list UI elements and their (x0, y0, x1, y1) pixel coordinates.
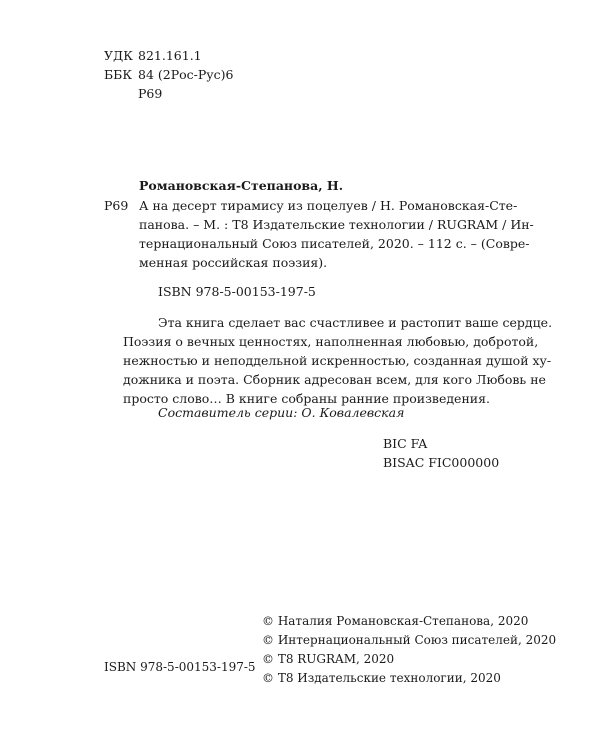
description-line: А на десерт тирамису из поцелуев / Н. Романовская-Сте- (139, 198, 518, 213)
author-code-top: Р69 (138, 86, 163, 101)
author-heading: Романовская-Степанова, Н. (139, 178, 344, 193)
annotation-line: Эта книга сделает вас счастливее и растопит ваше сердце. (158, 315, 553, 330)
description-line: тернациональный Союз писателей, 2020. – 112 с. – (Совре- (139, 236, 530, 251)
description-line: панова. – М. : Т8 Издательские технологии / RUGRAM / Ин- (139, 217, 534, 232)
bibliographic-description (139, 196, 534, 272)
isbn-footer: ISBN 978-5-00153-197-5 (104, 660, 256, 674)
annotation-line: просто слово… В книге собраны ранние произведения. (123, 391, 490, 406)
bbk-label: ББК (104, 67, 133, 82)
annotation-line: дожника и поэта. Сборник адресован всем, для кого Любовь не (123, 372, 546, 387)
annotation-line: Поэзия о вечных ценностях, наполненная любовью, добротой, (123, 334, 539, 349)
udk-value: 821.161.1 (138, 48, 202, 63)
bisac-code: BISAC FIC000000 (383, 455, 500, 470)
bbk-value: 84 (2Рос-Рус)6 (138, 67, 234, 82)
copyright-line: © Т8 Издательские технологии, 2020 (262, 671, 501, 685)
annotation-line: нежностью и неподдельной искренностью, созданная душой ху- (123, 353, 552, 368)
udk-row (104, 46, 202, 65)
series-compiler: Составитель серии: О. Ковалевская (158, 405, 405, 420)
description-line: менная российская поэзия). (139, 255, 328, 270)
copyright-line: © Т8 RUGRAM, 2020 (262, 652, 395, 666)
udk-label: УДК (104, 48, 133, 63)
bbk-row (104, 65, 233, 84)
bic-code: BIC FA (383, 436, 428, 451)
author-code-row (104, 84, 162, 103)
isbn-record: ISBN 978-5-00153-197-5 (158, 284, 316, 299)
author-code-left: Р69 (104, 198, 129, 213)
copyright-line: © Наталия Романовская-Степанова, 2020 (262, 614, 529, 628)
annotation (123, 313, 553, 408)
copyright-line: © Интернациональный Союз писателей, 2020 (262, 633, 557, 647)
